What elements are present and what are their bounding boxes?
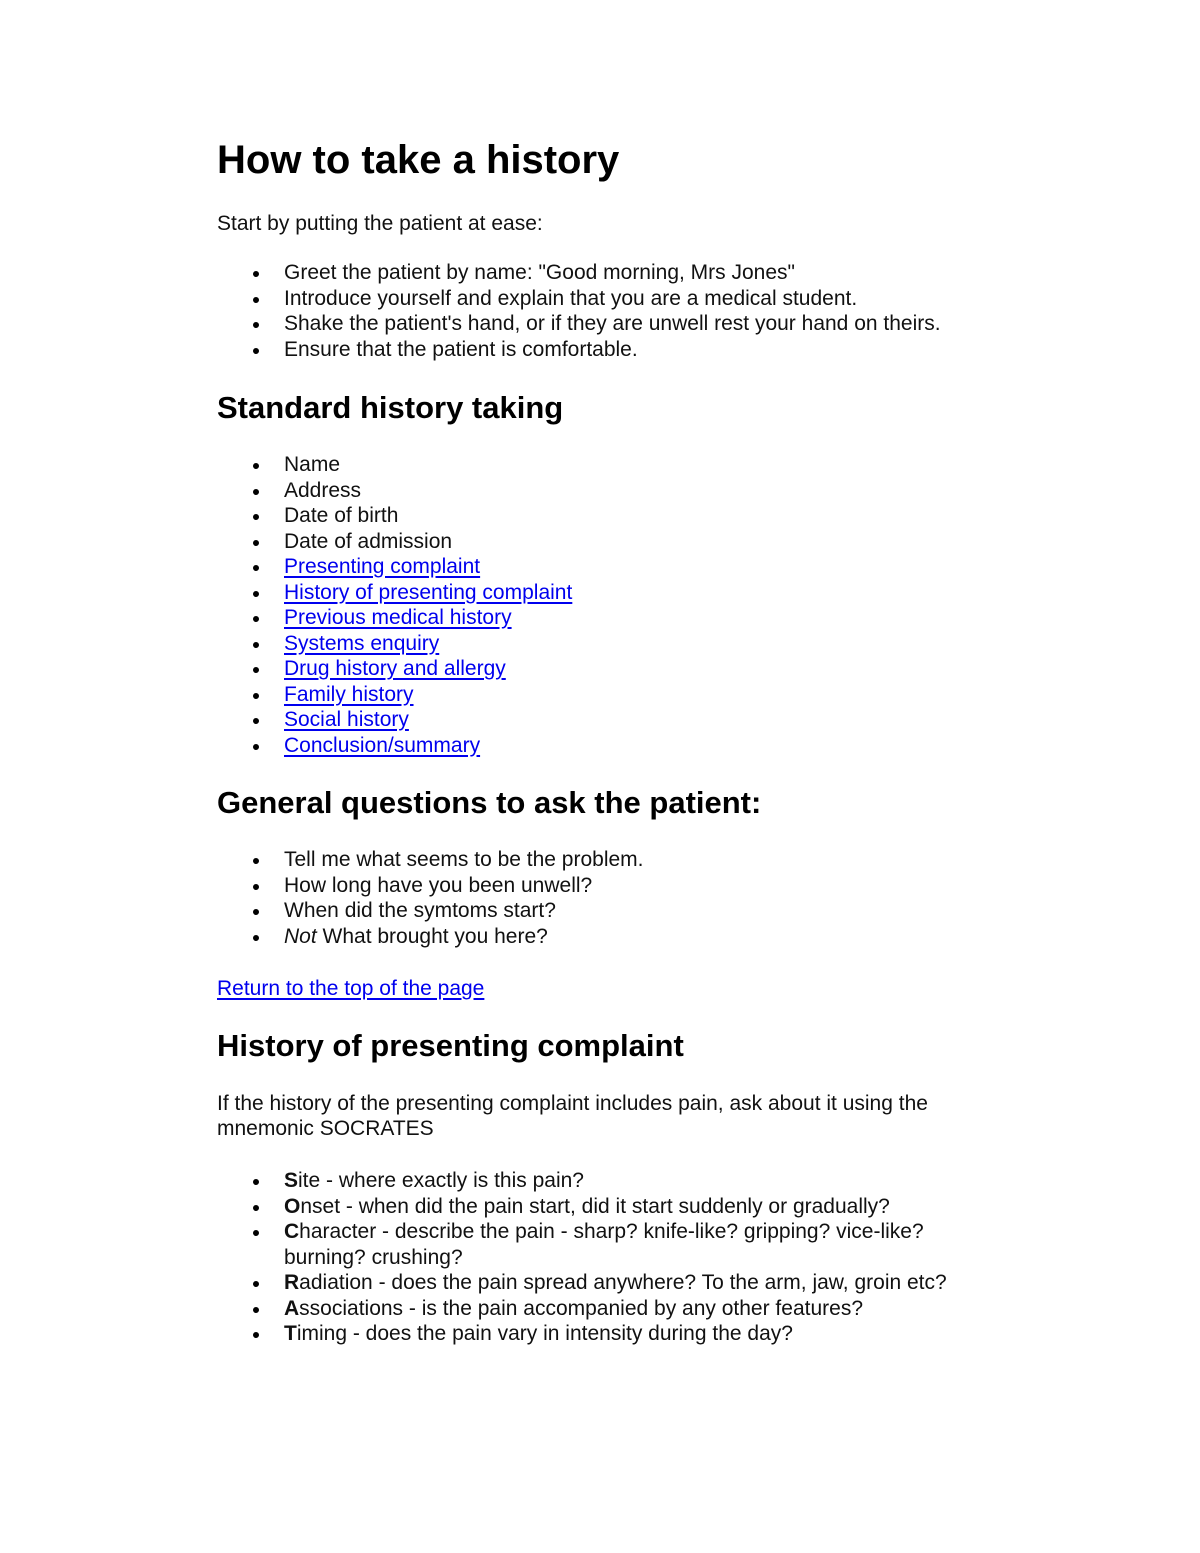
list-item: Greet the patient by name: "Good morning, Mrs Jones" (217, 260, 984, 286)
link-social-history[interactable]: Social history (284, 708, 409, 731)
bullet-icon (253, 489, 259, 495)
bullet-icon (253, 718, 259, 724)
list-item: How long have you been unwell? (217, 873, 984, 899)
intro-paragraph: Start by putting the patient at ease: (217, 212, 543, 235)
bullet-icon (253, 935, 259, 941)
standard-history-list (217, 452, 987, 758)
italic-not: Not (284, 924, 317, 948)
list-item: Character - describe the pain - sharp? knife-like? gripping? vice-like? burning? crushing? (217, 1219, 984, 1270)
intro-list (217, 260, 987, 362)
general-questions-heading: General questions to ask the patient: (217, 785, 762, 820)
list-item: Associations - is the pain accompanied by any other features? (217, 1296, 984, 1322)
list-item: Radiation - does the pain spread anywhere? To the arm, jaw, groin etc? (217, 1270, 984, 1296)
bullet-icon (253, 348, 259, 354)
list-item: Timing - does the pain vary in intensity during the day? (217, 1321, 984, 1347)
standard-history-heading: Standard history taking (217, 390, 564, 425)
link-drug-history-and-allergy[interactable]: Drug history and allergy (284, 657, 506, 680)
link-previous-medical-history[interactable]: Previous medical history (284, 606, 512, 629)
bullet-icon (253, 565, 259, 571)
bullet-icon (253, 642, 259, 648)
socrates-list (217, 1168, 987, 1347)
list-item (217, 656, 984, 682)
list-item: Onset - when did the pain start, did it start suddenly or gradually? (217, 1194, 984, 1220)
bullet-icon (253, 858, 259, 864)
list-item (217, 707, 984, 733)
bullet-icon (253, 297, 259, 303)
bullet-icon (253, 1281, 259, 1287)
link-history-of-presenting-complaint[interactable]: History of presenting complaint (284, 580, 573, 604)
link-conclusion-summary[interactable]: Conclusion/summary (284, 733, 481, 757)
list-item: Shake the patient's hand, or if they are unwell rest your hand on theirs. (217, 311, 984, 337)
bullet-icon (253, 884, 259, 890)
list-item (217, 605, 984, 631)
bullet-icon (253, 616, 259, 622)
list-item: Name (217, 452, 984, 478)
list-item (217, 580, 984, 606)
list-item: Ensure that the patient is comfortable. (217, 337, 984, 363)
bullet-icon (253, 540, 259, 546)
bullet-icon (253, 1205, 259, 1211)
list-item (217, 554, 984, 580)
hpc-paragraph: If the history of the presenting complaint includes pain, ask about it using the mnemonic SOCRATES (217, 1092, 928, 1140)
bullet-icon (253, 463, 259, 469)
list-item: Date of birth (217, 503, 984, 529)
list-item: Not What brought you here? (217, 924, 984, 950)
link-family-history[interactable]: Family history (284, 682, 414, 706)
return-paragraph (217, 976, 977, 1001)
link-presenting-complaint[interactable]: Presenting complaint (284, 555, 481, 578)
bullet-icon (253, 591, 259, 597)
list-item: Tell me what seems to be the problem. (217, 847, 984, 873)
page-title: How to take a history (217, 138, 620, 182)
list-item (217, 631, 984, 657)
link-systems-enquiry[interactable]: Systems enquiry (284, 631, 440, 655)
bullet-icon (253, 271, 259, 277)
general-questions-list (217, 847, 987, 949)
list-item (217, 733, 984, 759)
bullet-icon (253, 693, 259, 699)
list-item: Introduce yourself and explain that you are a medical student. (217, 286, 984, 312)
bullet-icon (253, 909, 259, 915)
bullet-icon (253, 1179, 259, 1185)
bullet-icon (253, 322, 259, 328)
list-item: Date of admission (217, 529, 984, 555)
hpc-heading: History of presenting complaint (217, 1028, 684, 1063)
bullet-icon (253, 1230, 259, 1236)
list-item: Site - where exactly is this pain? (217, 1168, 984, 1194)
return-to-top-link[interactable]: Return to the top of the page (217, 977, 485, 1000)
list-item: Address (217, 478, 984, 504)
list-item (217, 682, 984, 708)
bullet-icon (253, 1332, 259, 1338)
list-item: When did the symtoms start? (217, 898, 984, 924)
bullet-icon (253, 744, 259, 750)
bullet-icon (253, 667, 259, 673)
bullet-icon (253, 1307, 259, 1313)
bullet-icon (253, 514, 259, 520)
